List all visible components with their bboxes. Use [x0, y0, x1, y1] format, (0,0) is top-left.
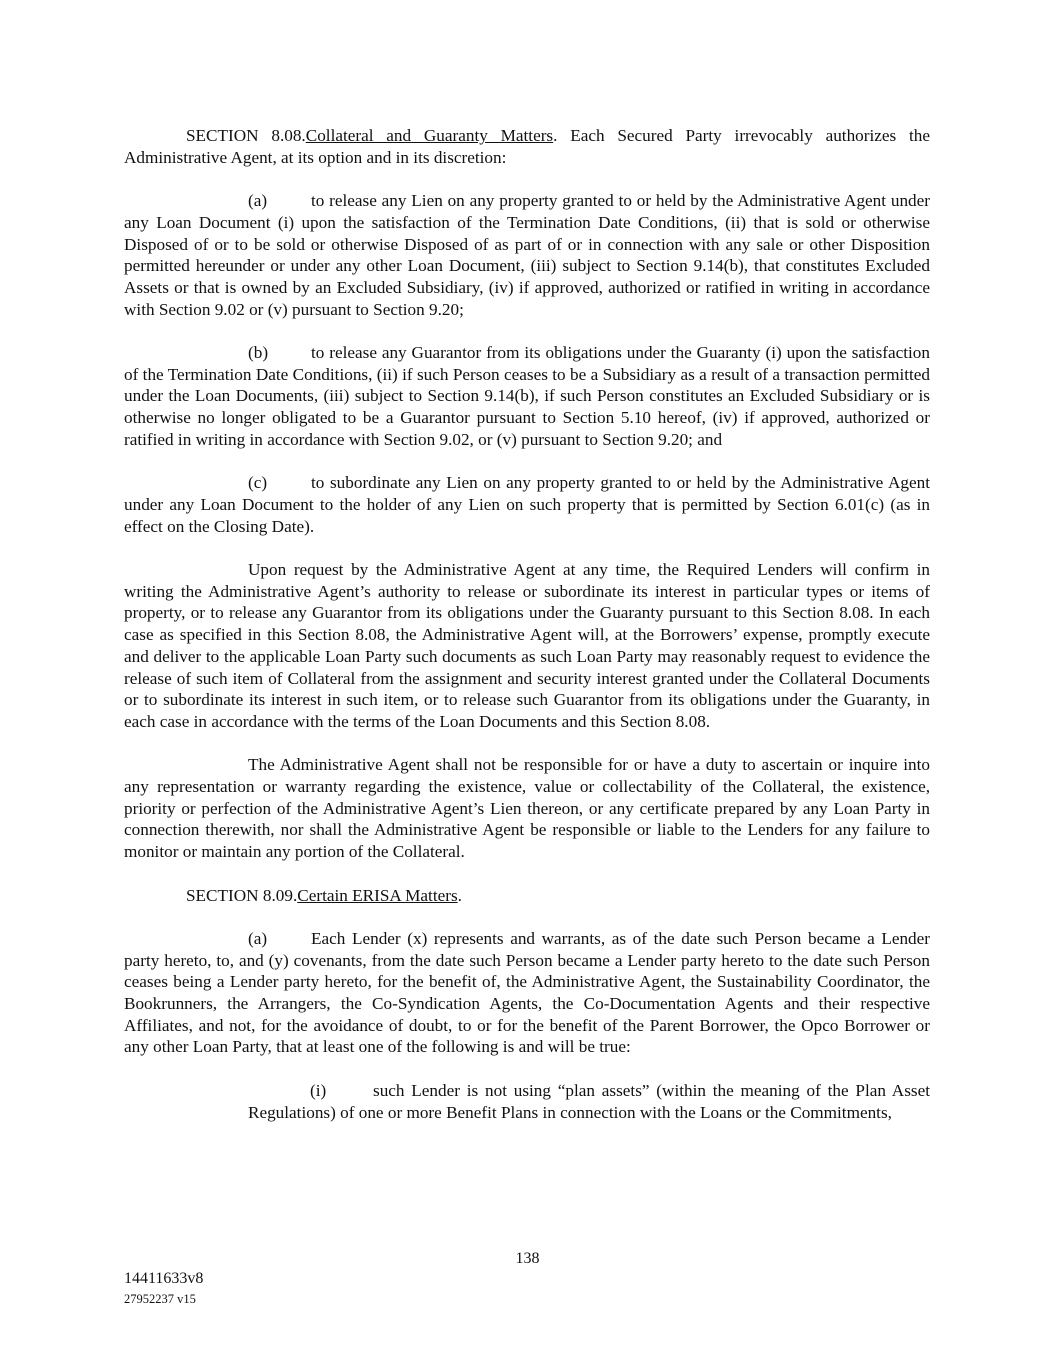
page-number: 138: [515, 1250, 540, 1267]
document-id: 14411633v8: [124, 1270, 204, 1287]
clause-a: (a) to release any Lien on any property granted to or held by the Administrative Agent under any Loan Document (i) upon the satisfaction of the Termination Date Conditions, (ii) that is sold or otherwise Disposed of or to be sold or otherwise Disposed of as part of or in connection with any sale or other Disposition permitted hereunder or under any other Loan Document, (iii) subject to Section 9.14(b), that constitutes Excluded Assets or that is owned by an Excluded Subsidiary, (iv) if approved, authorized or ratified in writing in accordance with Section 9.02 or (v) pursuant to Section 9.20;: [124, 191, 930, 319]
clause-c: (c) to subordinate any Lien on any property granted to or held by the Administrative Agent under any Loan Document to the holder of any Lien on such property that is permitted by Section 6.01(c) (as in effect on the Closing Date).: [124, 473, 930, 536]
document-body: [124, 125, 930, 1145]
document-id-secondary: 27952237 v15: [124, 1292, 196, 1306]
section-8-08: SECTION 8.08.Collateral and Guaranty Matters. Each Secured Party irrevocably authorizes the Administrative Agent, at its option and in its discretion:: [124, 126, 930, 167]
erisa-clause-a: (a) Each Lender (x) represents and warrants, as of the date such Person became a Lender party hereto, to, and (y) covenants, from the date such Person became a Lender party hereto to the date such Person ceases being a Lender party hereto, for the benefit of, the Administrative Agent, the Sustainability Coordinator, the Bookrunners, the Arrangers, the Co-Syndication Agents, the Co-Documentation Agents and their respective Affiliates, and not, for the avoidance of doubt, to or for the benefit of the Parent Borrower, the Opco Borrower or any other Loan Party, that at least one of the following is and will be true:: [124, 928, 930, 1057]
paragraph: Upon request by the Administrative Agent at any time, the Required Lenders will confirm in writing the Administrative Agent’s authority to release or subordinate its interest in particular types or items of property, or to release any Guarantor from its obligations under the Guaranty pursuant to this Section 8.08. In each case as specified in this Section 8.08, the Administrative Agent will, at the Borrowers’ expense, promptly execute and deliver to the applicable Loan Party such documents as such Loan Party may reasonably request to evidence the release of such item of Collateral from the assignment and security interest granted under the Collateral Documents or to subordinate its interest in such item, or to release such Guarantor from its obligations under the Guaranty, in each case in accordance with the terms of the Loan Documents and this Section 8.08.: [124, 560, 930, 731]
clause-b: (b) to release any Guarantor from its obligations under the Guaranty (i) upon the satisfaction of the Termination Date Conditions, (ii) if such Person ceases to be a Subsidiary as a result of a transaction permitted under the Loan Documents, (iii) subject to Section 9.14(b), if such Person constitutes an Excluded Subsidiary or is otherwise no longer obligated to be a Guarantor pursuant to Section 5.10 hereof, (iv) if approved, authorized or ratified in writing in accordance with Section 9.02, or (v) pursuant to Section 9.20; and: [124, 343, 930, 449]
paragraph: The Administrative Agent shall not be responsible for or have a duty to ascertain or inquire into any representation or warranty regarding the existence, value or collectability of the Collateral, the existence, priority or perfection of the Administrative Agent’s Lien thereon, or any certificate prepared by any Loan Party in connection therewith, nor shall the Administrative Agent be responsible or liable to the Lenders for any failure to monitor or maintain any portion of the Collateral.: [124, 755, 930, 862]
section-8-09: SECTION 8.09.Certain ERISA Matters.: [186, 885, 462, 905]
section-title: Collateral and Guaranty Matters: [305, 126, 554, 145]
erisa-clause-i: (i) such Lender is not using “plan assets” (within the meaning of the Plan Asset Regulations) of one or more Benefit Plans in connection with the Loans or the Commitments,: [248, 1080, 930, 1122]
section-title: Certain ERISA Matters: [297, 885, 458, 905]
